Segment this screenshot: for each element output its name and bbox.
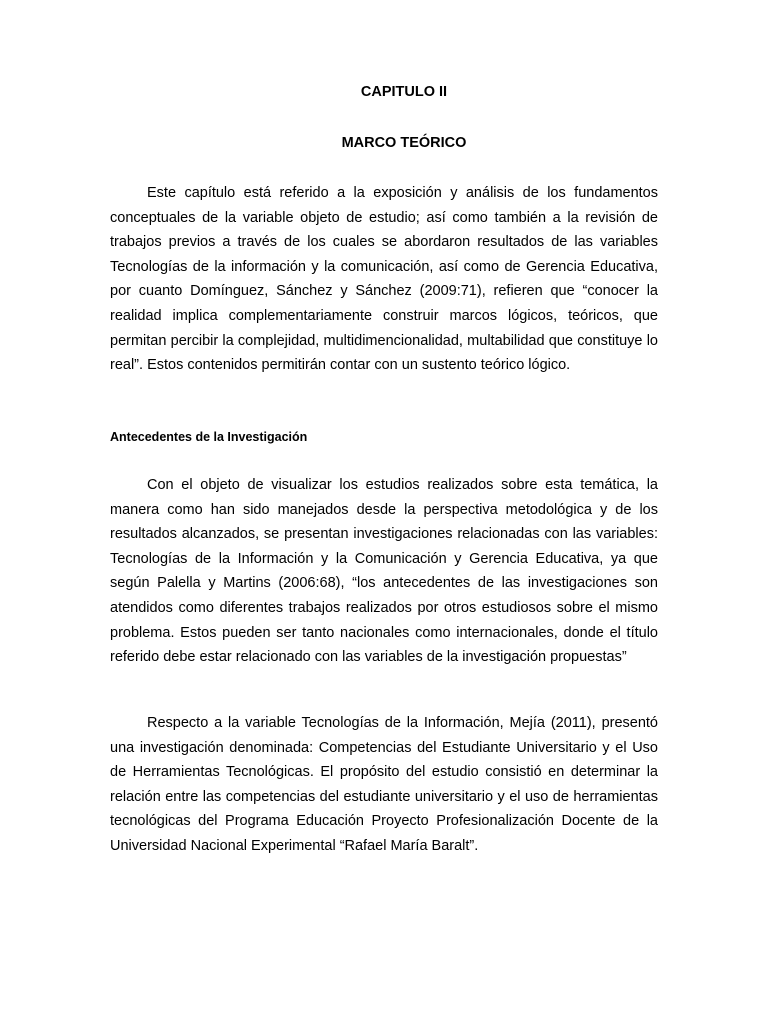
paragraph-antecedentes: Con el objeto de visualizar los estudios realizados sobre esta temática, la manera como han sido manejados desde la perspectiva metodológica y de los resultados alcanzados, se presentan investigaciones relacionadas con las variables: Tecnologías de la Información y la Comunicación y Gerencia Educativa, ya que según Palella y Martins (2006:68), “los antecedentes de las investigaciones son atendidos como diferentes trabajos realizados por otros estudiosos sobre el mismo problema. Estos pueden ser tanto nacionales como internacionales, donde el título referido debe estar relacionado con las variables de la investigación propuestas” (110, 477, 658, 666)
section-title: MARCO TEÓRICO (341, 135, 467, 151)
paragraph-mejia-study: Respecto a la variable Tecnologías de la Información, Mejía (2011), presentó una investigación denominada: Competencias del Estudiante Universitario y el Uso de Herramientas Tecnológicas. El propósito del estudio consistió en determinar la relación entre las competencias del estudiante universitario y el uso de herramientas tecnológicas del Programa Educación Proyecto Profesionalización Docente de la Universidad Nacional Experimental “Rafael María Baralt”. (110, 715, 658, 854)
paragraph-intro: Este capítulo está referido a la exposición y análisis de los fundamentos conceptuales de la variable objeto de estudio; así como también a la revisión de trabajos previos a través de los cuales se abordaron resultados de las variables Tecnologías de la información y la comunicación, así como de Gerencia Educativa, por cuanto Domínguez, Sánchez y Sánchez (2009:71), refieren que “conocer la realidad implica complementariamente construir marcos lógicos, teóricos, que permitan percibir la complejidad, multidimencionalidad, multabilidad que constituye lo real”. Estos contenidos permitirán contar con un sustento teórico lógico. (110, 185, 658, 374)
subheading-antecedentes: Antecedentes de la Investigación (110, 430, 308, 444)
chapter-heading: CAPITULO II (360, 84, 448, 100)
